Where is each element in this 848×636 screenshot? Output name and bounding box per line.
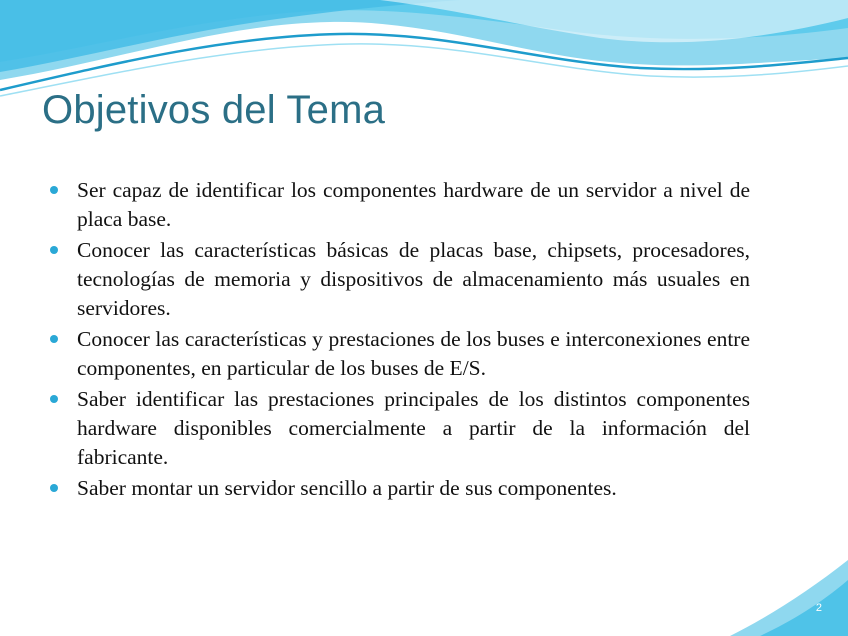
list-item [50,236,750,323]
page-number: 2 [815,602,822,614]
list-item [50,385,750,472]
slide-title: Objetivos del Tema [42,88,386,132]
list-item [50,325,750,383]
list-item-text: Conocer las características básicas de placas base, chipsets, procesadores, tecnologías de memoria y dispositivos de almacenamiento más usuales en servidores. [77,238,750,320]
bullet-icon [50,335,58,343]
bullet-icon [50,246,58,254]
bullet-icon [50,186,58,194]
list-item-text: Saber montar un servidor sencillo a partir de sus componentes. [77,476,617,500]
bullet-icon [50,484,58,492]
objectives-list [50,176,750,505]
list-item-text: Conocer las características y prestaciones de los buses e interconexiones entre componentes, en particular de los buses de E/S. [77,327,750,380]
bullet-icon [50,395,58,403]
list-item-text: Saber identificar las prestaciones principales de los distintos componentes hardware disponibles comercialmente a partir de la información del fabricante. [77,387,750,469]
list-item [50,474,750,503]
list-item-text: Ser capaz de identificar los componentes hardware de un servidor a nivel de placa base. [77,178,750,231]
list-item [50,176,750,234]
